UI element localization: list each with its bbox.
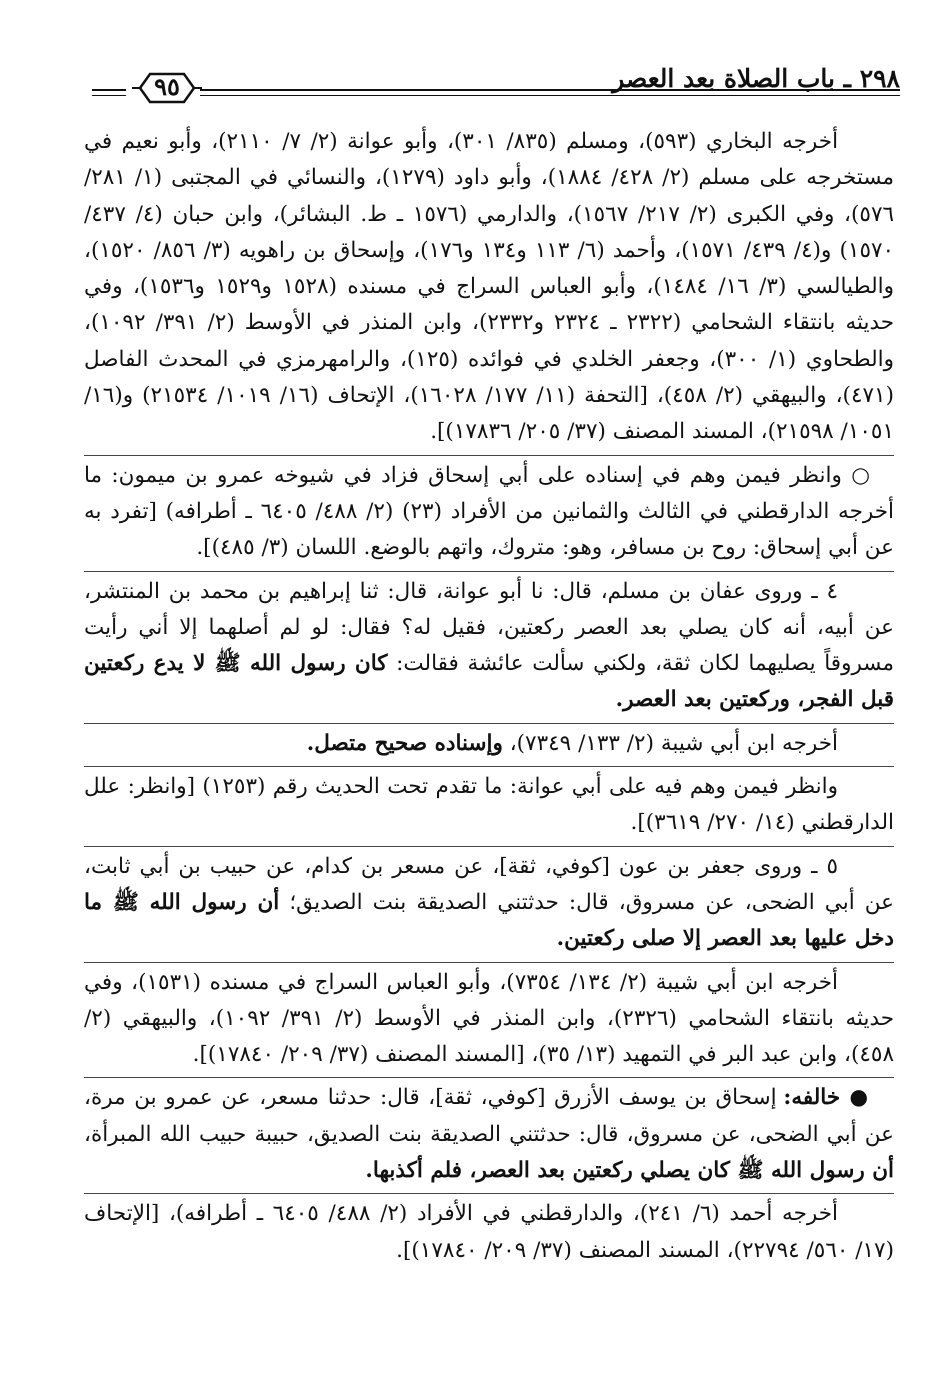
page-number: ٩٥ [154, 72, 180, 101]
chapter-title: ٢٩٨ ـ باب الصلاة بعد العصر [612, 64, 900, 93]
page-number-badge [130, 68, 204, 108]
paragraph [84, 574, 894, 719]
separator-rule [84, 1193, 894, 1194]
hadith-text: أن رسول الله ﷺ كان يصلي ركعتين بعد العصر، فلم أكذبها. [365, 1158, 894, 1184]
paragraph: أخرجه البخاري (٥٩٣)، ومسلم (٨٣٥/ ٣٠١)، وأبو عوانة (٢/ ٧/ ٢١١٠)، وأبو نعيم في مستخرجه على مسلم (٢/ ٤٢٨/ ١٨٨٤)، وأبو داود (١٢٧٩)، والنسائي في المجتبى (١/ ٢٨١/ ٥٧٦)، وفي الكبرى (٢/ ٢١٧/ ١٥٦٧)، والدارمي (١٥٧٦ ـ ط. البشائر)، وابن حبان (٤/ ٤٣٧/ ١٥٧٠) و(٤/ ٤٣٩/ ١٥٧١)، وأحمد (٦/ ١١٣ و١٣٤ و١٧٦)، وإسحاق بن راهويه (٣/ ٨٥٦/ ١٥٢٠)، والطيالسي (٣/ ١٦/ ١٤٨٤)، وأبو العباس السراج في مسنده (١٥٢٨ و١٥٢٩ و١٥٣٦)، وفي حديثه بانتقاء الشحامي (٢٣٢٢ ـ ٢٣٢٤ و٢٣٣٢)، وابن المنذر في الأوسط (٢/ ٣٩١/ ١٠٩٢)، والطحاوي (١/ ٣٠٠)، وجعفر الخلدي في فوائده (١٢٥)، والرامهرمزي في المحدث الفاصل (٤٧١)، والبيهقي (٢/ ٤٥٨)، [التحفة (١١/ ١٧٧/ ١٦٠٢٨)، الإتحاف (١٦/ ١٠١٩/ ٢١٥٣٤) و(١٦/ ١٠٥١/ ٢١٥٩٨)، المسند المصنف (٣٧/ ٢٠٥/ ١٧٨٣٦)]. [84, 129, 895, 445]
paragraph: أخرجه ابن أبي شيبة (٢/ ١٣٤/ ٧٣٥٤)، وأبو العباس السراج في مسنده (١٥٣١)، وفي حديثه بانتقاء الشحامي (٢٣٢٦)، وابن المنذر في الأوسط (٢/ ٣٩١/ ١٠٩٢)، والبيهقي (٢/ ٤٥٨)، وابن عبد البر في التمهيد (١٣/ ٣٥)، [المسند المصنف (٣٧/ ٢٠٩/ ١٧٨٤٠)]. [84, 969, 895, 1068]
separator-rule [84, 571, 894, 572]
header-rule [92, 95, 126, 96]
separator-rule [84, 455, 894, 456]
paragraph [84, 849, 894, 958]
paragraph [84, 726, 894, 762]
main-text [84, 124, 894, 1269]
header-rule [200, 95, 900, 96]
separator-rule [84, 962, 894, 963]
paragraph [84, 1080, 894, 1189]
hadith-text: أن رسول الله ﷺ ما دخل عليها بعد العصر إلا صلى ركعتين. [84, 889, 894, 952]
grading-text: وإسناده صحيح متصل. [306, 730, 503, 756]
page-header [92, 62, 900, 112]
narration-text: ٥ ـ وروى جعفر بن عون [كوفي، ثقة]، عن مسعر بن كدام، عن حبيب بن أبي ثابت، عن أبي الضحى، عن مسروق، قال: حدثتني الصديقة بنت الصديق؛ [84, 853, 894, 915]
hadith-text: كان رسول الله ﷺ لا يدع ركعتين قبل الفجر، وركعتين بعد العصر. [84, 651, 894, 713]
takhrij-text: أخرجه ابن أبي شيبة (٢/ ١٣٣/ ٧٣٤٩)، [502, 730, 838, 756]
separator-rule [84, 766, 894, 767]
header-rule [200, 89, 900, 91]
header-rule [92, 89, 126, 91]
separator-rule [84, 846, 894, 847]
separator-rule [84, 723, 894, 724]
paragraph: وانظر فيمن وهم فيه على أبي عوانة: ما تقدم تحت الحديث رقم (١٢٥٣) [وانظر: علل الدارقطني (١٤/ ٢٧٠/ ٣٦١٩)]. [84, 774, 894, 836]
section-lead: ● خالفه: [783, 1085, 870, 1111]
paragraph: ○ وانظر فيمن وهم في إسناده على أبي إسحاق فزاد في شيوخه عمرو بن ميمون: ما أخرجه الدارقطني في الثالث والثمانين من الأفراد (٢٣) (٢/ ٤٨٨/ ٦٤٠٥ ـ أطرافه) [تفرد به عن أبي إسحاق: روح بن مسافر، وهو: متروك، واتهم بالوضع. اللسان (٣/ ٤٨٥)]. [84, 462, 894, 561]
narration-text: إسحاق بن يوسف الأزرق [كوفي، ثقة]، قال: حدثنا مسعر، عن عمرو بن مرة، عن أبي الضحى، عن مسروق، قال: حدثتني الصديقة بنت الصديق، حبيبة حبيب الله المبرأة، [84, 1085, 894, 1147]
paragraph: أخرجه أحمد (٦/ ٢٤١)، والدارقطني في الأفراد (٢/ ٤٨٨/ ٦٤٠٥ ـ أطرافه)، [الإتحاف (١٧/ ٥٦٠/ ٢٢٧٩٤)، المسند المصنف (٣٧/ ٢٠٩/ ١٧٨٤٠)]. [84, 1201, 894, 1263]
separator-rule [84, 1077, 894, 1078]
narration-text: ٤ ـ وروى عفان بن مسلم، قال: نا أبو عوانة، قال: ثنا إبراهيم بن محمد بن المنتشر، عن أبيه، أنه كان يصلي بعد العصر ركعتين، فقيل له؟ فقال: لو لم أصلهما إلا أني رأيت مسروقاً يصليهما لكان ثقة، ولكني سألت عائشة فقالت: [84, 578, 895, 677]
